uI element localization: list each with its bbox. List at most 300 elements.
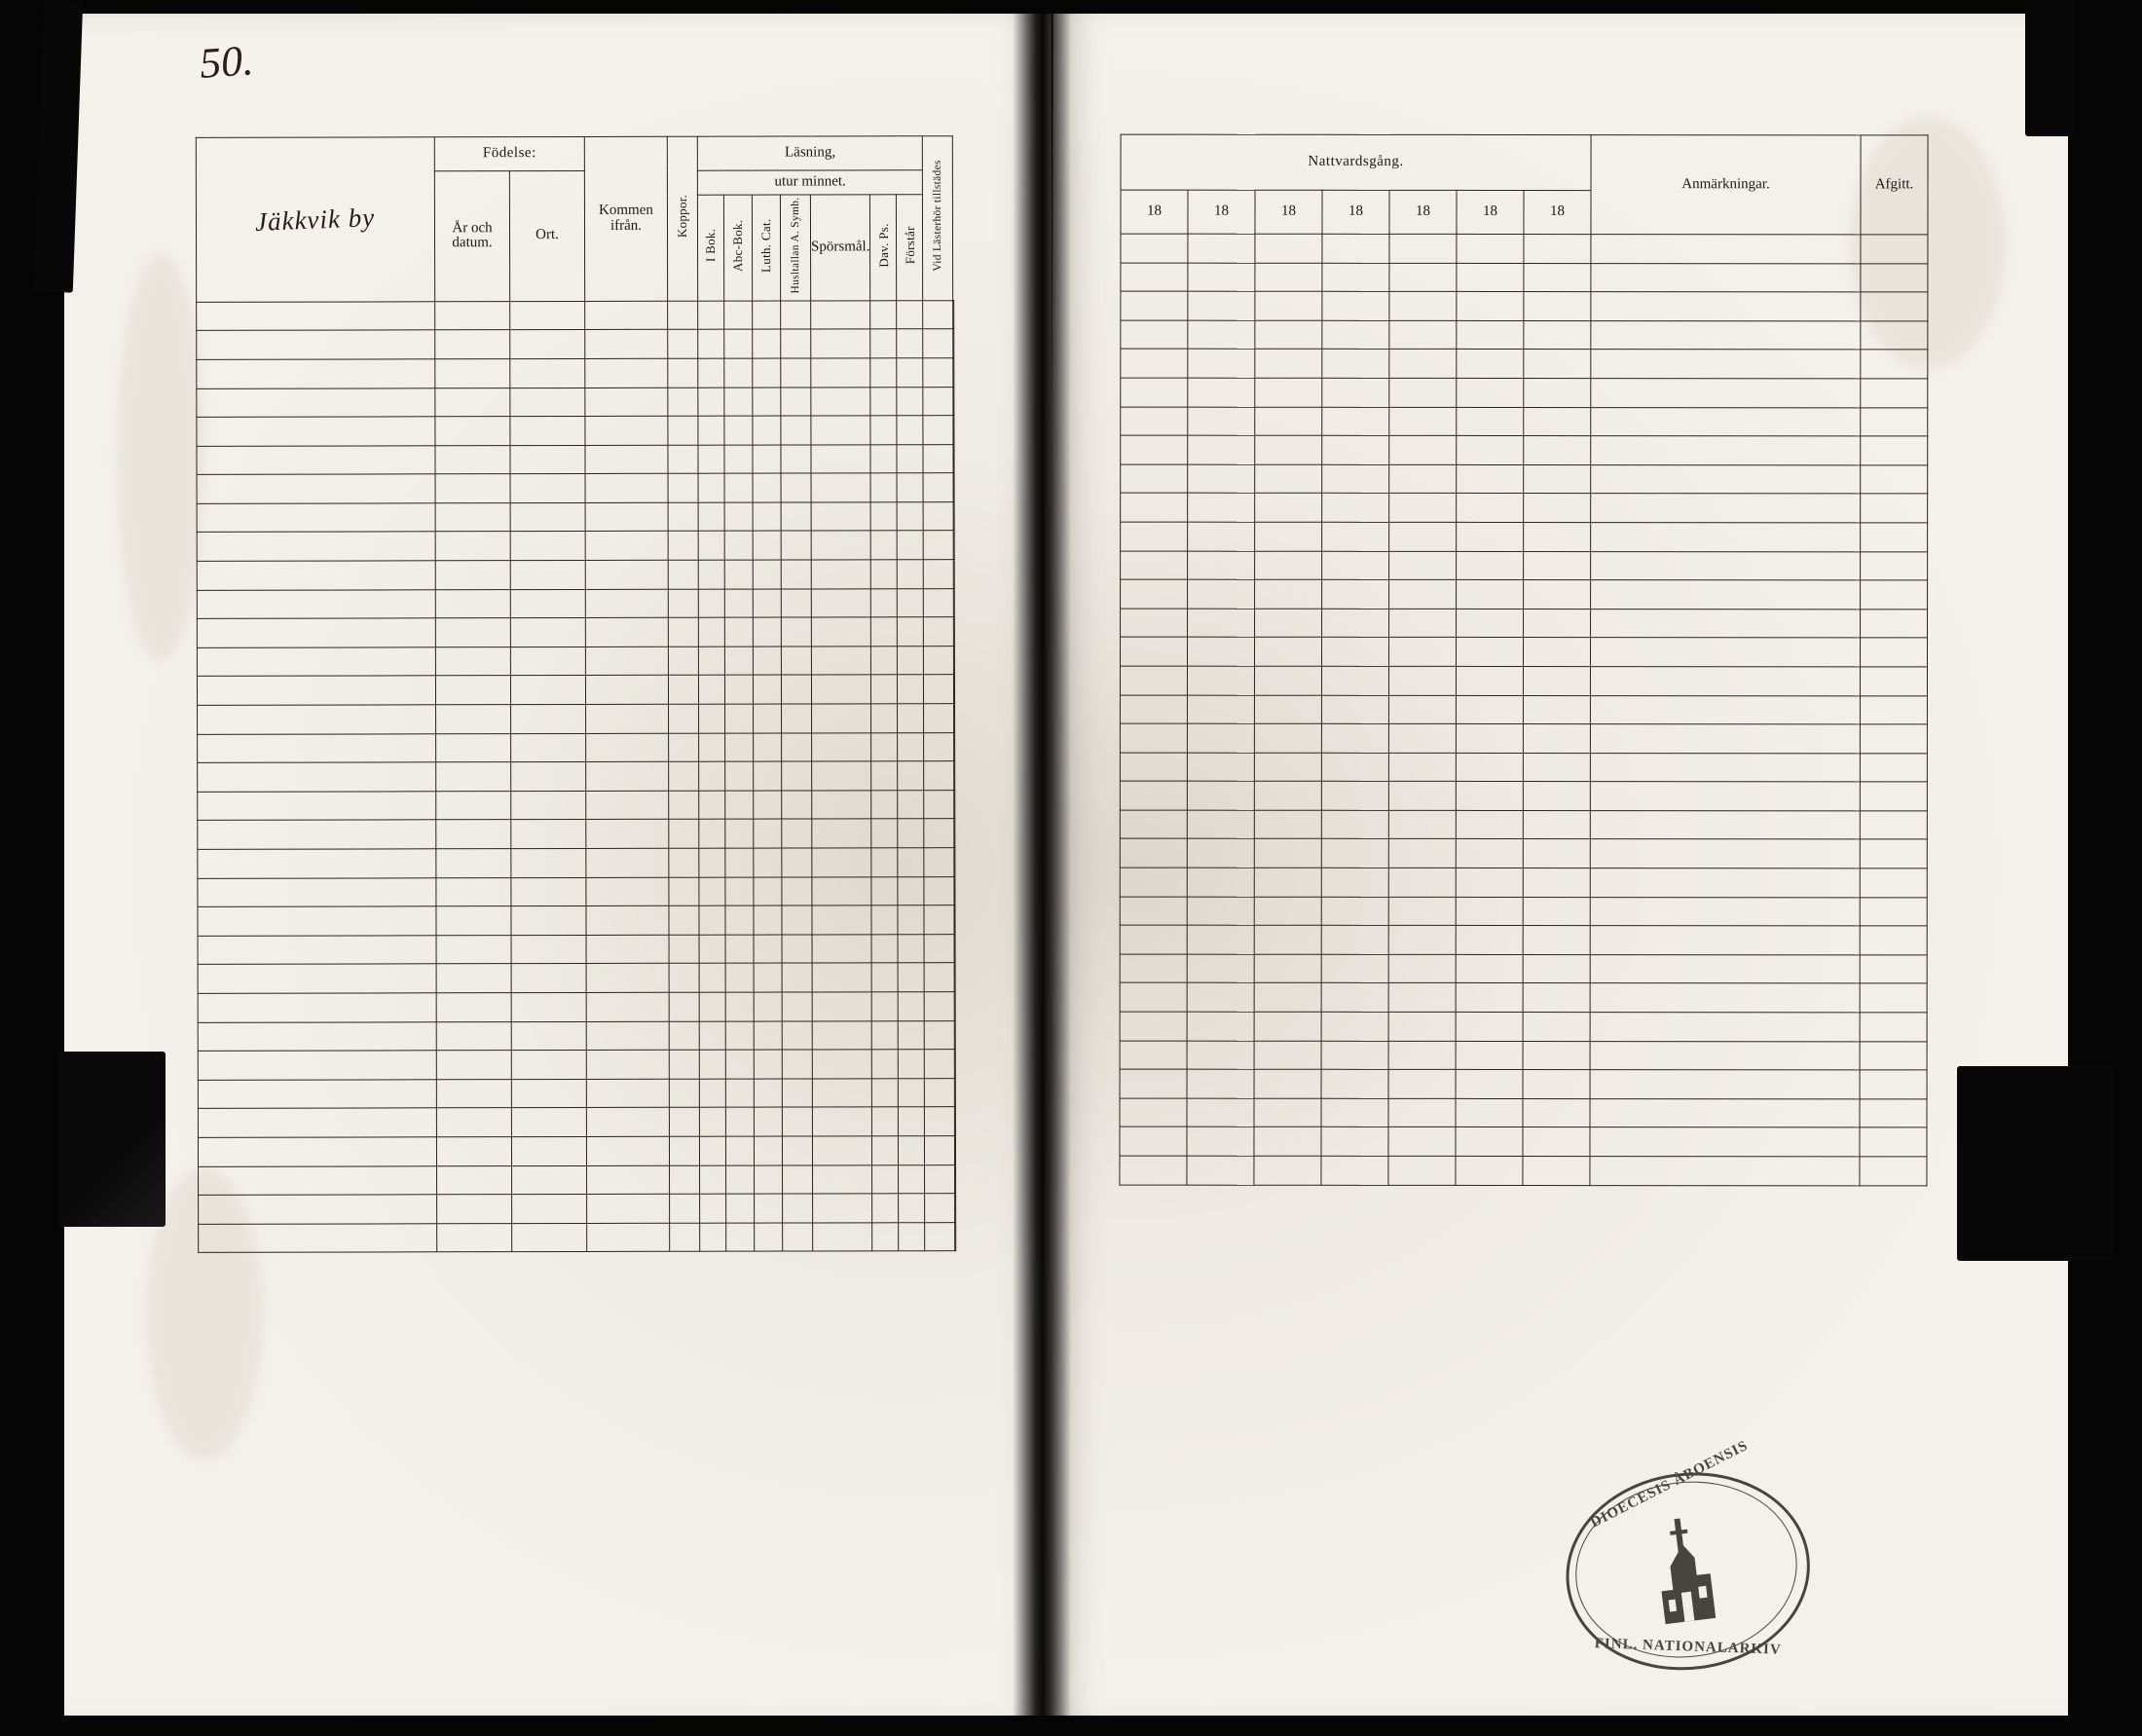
table-cell[interactable]: [198, 1108, 436, 1137]
table-cell[interactable]: [924, 531, 954, 560]
table-cell[interactable]: [1456, 810, 1523, 839]
table-cell[interactable]: [871, 646, 898, 676]
table-cell[interactable]: [1322, 291, 1389, 320]
table-cell[interactable]: [724, 301, 753, 330]
table-cell[interactable]: [1188, 234, 1255, 263]
table-cell[interactable]: [753, 358, 781, 388]
table-cell[interactable]: [923, 473, 953, 502]
table-cell[interactable]: [781, 560, 811, 589]
table-cell[interactable]: [725, 704, 754, 733]
table-cell[interactable]: [1591, 609, 1861, 638]
table-cell[interactable]: [1254, 954, 1321, 983]
table-cell[interactable]: [1254, 1041, 1321, 1070]
table-cell[interactable]: [812, 819, 871, 848]
table-cell[interactable]: [724, 532, 753, 561]
table-cell[interactable]: [754, 1107, 782, 1136]
table-cell[interactable]: [754, 992, 782, 1021]
table-cell[interactable]: [198, 762, 436, 792]
table-cell[interactable]: [1861, 494, 1928, 523]
table-cell[interactable]: [197, 589, 435, 618]
table-cell[interactable]: [783, 1194, 813, 1223]
table-cell[interactable]: [436, 964, 511, 993]
table-cell[interactable]: [753, 301, 781, 330]
table-cell[interactable]: [198, 906, 436, 936]
table-cell[interactable]: [1456, 839, 1523, 868]
table-cell[interactable]: [812, 1020, 871, 1050]
table-cell[interactable]: [725, 761, 754, 791]
table-cell[interactable]: [781, 675, 811, 704]
table-cell[interactable]: [783, 1223, 813, 1252]
table-cell[interactable]: [924, 588, 954, 617]
table-cell[interactable]: [724, 388, 753, 417]
table-cell[interactable]: [510, 532, 585, 561]
table-cell[interactable]: [1860, 811, 1927, 840]
table-cell[interactable]: [586, 762, 669, 792]
table-cell[interactable]: [898, 531, 924, 560]
table-cell[interactable]: [811, 301, 870, 330]
table-cell[interactable]: [871, 617, 898, 646]
table-cell[interactable]: [510, 646, 585, 676]
table-cell[interactable]: [812, 992, 871, 1021]
table-cell[interactable]: [585, 388, 668, 417]
table-cell[interactable]: [1590, 1157, 1860, 1186]
table-cell[interactable]: [1457, 407, 1524, 436]
table-cell[interactable]: [782, 704, 812, 733]
table-cell[interactable]: [435, 359, 510, 388]
table-cell[interactable]: [781, 416, 811, 445]
table-cell[interactable]: [1322, 579, 1389, 609]
table-cell[interactable]: [1591, 436, 1861, 465]
table-cell[interactable]: [1121, 234, 1188, 263]
table-cell[interactable]: [1456, 782, 1523, 811]
table-cell[interactable]: [1523, 782, 1590, 811]
table-cell[interactable]: [699, 992, 725, 1021]
table-cell[interactable]: [811, 646, 870, 676]
table-cell[interactable]: [436, 820, 511, 849]
table-cell[interactable]: [586, 1021, 669, 1051]
table-cell[interactable]: [699, 1050, 725, 1079]
table-cell[interactable]: [1254, 983, 1321, 1013]
table-cell[interactable]: [899, 1164, 925, 1194]
table-cell[interactable]: [669, 733, 699, 762]
table-cell[interactable]: [700, 1194, 726, 1223]
table-cell[interactable]: [924, 819, 954, 848]
table-cell[interactable]: [197, 388, 435, 417]
table-cell[interactable]: [925, 1050, 955, 1079]
table-cell[interactable]: [781, 301, 811, 330]
table-cell[interactable]: [1121, 407, 1188, 436]
table-cell[interactable]: [781, 589, 811, 618]
table-cell[interactable]: [1120, 983, 1187, 1013]
table-cell[interactable]: [698, 416, 724, 445]
table-cell[interactable]: [1120, 925, 1187, 954]
table-cell[interactable]: [699, 1079, 725, 1108]
table-cell[interactable]: [811, 502, 870, 532]
table-cell[interactable]: [1120, 695, 1187, 724]
table-cell[interactable]: [1321, 638, 1388, 667]
table-cell[interactable]: [699, 733, 725, 762]
table-cell[interactable]: [699, 791, 725, 820]
table-cell[interactable]: [954, 617, 955, 646]
table-cell[interactable]: [1120, 954, 1187, 983]
table-cell[interactable]: [511, 733, 586, 762]
table-cell[interactable]: [1523, 868, 1590, 898]
table-cell[interactable]: [812, 935, 871, 964]
table-cell[interactable]: [1322, 609, 1389, 638]
table-cell[interactable]: [754, 1079, 782, 1108]
table-cell[interactable]: [699, 820, 725, 849]
table-cell[interactable]: [782, 905, 812, 935]
table-cell[interactable]: [668, 358, 698, 388]
table-cell[interactable]: [781, 617, 811, 646]
table-cell[interactable]: [812, 733, 871, 762]
table-cell[interactable]: [1120, 753, 1187, 782]
table-cell[interactable]: [782, 1079, 812, 1108]
table-cell[interactable]: [954, 905, 955, 935]
table-cell[interactable]: [755, 1223, 783, 1252]
table-cell[interactable]: [955, 992, 956, 1021]
table-cell[interactable]: [1389, 494, 1457, 523]
table-cell[interactable]: [871, 704, 898, 733]
table-cell[interactable]: [871, 675, 898, 704]
table-cell[interactable]: [669, 820, 699, 849]
table-cell[interactable]: [781, 531, 811, 560]
table-cell[interactable]: [899, 1107, 925, 1136]
table-cell[interactable]: [511, 1079, 586, 1108]
table-cell[interactable]: [586, 1079, 669, 1108]
table-cell[interactable]: [954, 502, 955, 532]
table-cell[interactable]: [753, 388, 781, 417]
table-cell[interactable]: [1388, 1041, 1456, 1070]
table-cell[interactable]: [898, 675, 924, 704]
table-cell[interactable]: [1255, 522, 1322, 551]
table-cell[interactable]: [1523, 1070, 1590, 1099]
table-cell[interactable]: [1322, 407, 1389, 436]
table-cell[interactable]: [511, 964, 586, 993]
table-cell[interactable]: [511, 1051, 586, 1080]
table-cell[interactable]: [1388, 868, 1456, 897]
table-cell[interactable]: [812, 704, 871, 733]
table-cell[interactable]: [1322, 435, 1389, 464]
table-cell[interactable]: [1524, 522, 1591, 551]
table-cell[interactable]: [698, 358, 724, 388]
table-cell[interactable]: [1121, 291, 1188, 320]
table-cell[interactable]: [698, 676, 724, 705]
table-cell[interactable]: [1254, 695, 1321, 724]
table-cell[interactable]: [1120, 897, 1187, 926]
table-cell[interactable]: [1321, 810, 1388, 839]
table-cell[interactable]: [1322, 494, 1389, 523]
table-cell[interactable]: [669, 1108, 699, 1137]
table-cell[interactable]: [923, 358, 953, 388]
table-cell[interactable]: [1456, 926, 1523, 955]
table-cell[interactable]: [782, 819, 812, 848]
table-cell[interactable]: [1524, 263, 1591, 292]
table-cell[interactable]: [725, 877, 754, 906]
table-cell[interactable]: [669, 1079, 699, 1108]
table-cell[interactable]: [1861, 292, 1928, 321]
table-cell[interactable]: [811, 675, 870, 704]
table-cell[interactable]: [512, 1223, 587, 1252]
table-cell[interactable]: [435, 503, 510, 533]
table-cell[interactable]: [585, 416, 668, 445]
table-cell[interactable]: [872, 1079, 899, 1108]
table-cell[interactable]: [1590, 954, 1860, 983]
table-cell[interactable]: [725, 905, 754, 935]
table-cell[interactable]: [668, 560, 698, 589]
table-cell[interactable]: [1321, 983, 1388, 1013]
table-cell[interactable]: [1457, 494, 1524, 523]
table-cell[interactable]: [197, 618, 435, 647]
table-cell[interactable]: [435, 330, 510, 359]
table-cell[interactable]: [954, 646, 955, 676]
table-cell[interactable]: [1456, 695, 1523, 724]
table-cell[interactable]: [725, 1107, 754, 1136]
table-cell[interactable]: [1591, 350, 1861, 379]
table-cell[interactable]: [781, 502, 811, 532]
table-cell[interactable]: [586, 704, 669, 733]
table-cell[interactable]: [1860, 839, 1927, 868]
table-cell[interactable]: [1389, 551, 1457, 580]
table-cell[interactable]: [586, 992, 669, 1021]
table-cell[interactable]: [1389, 407, 1457, 436]
table-cell[interactable]: [198, 993, 436, 1022]
table-cell[interactable]: [1187, 897, 1254, 926]
table-cell[interactable]: [1861, 523, 1928, 552]
table-cell[interactable]: [1860, 1013, 1927, 1042]
table-cell[interactable]: [724, 560, 753, 589]
table-cell[interactable]: [871, 876, 898, 905]
table-cell[interactable]: [1188, 378, 1255, 407]
table-cell[interactable]: [1388, 1156, 1456, 1185]
table-cell[interactable]: [198, 964, 436, 993]
table-cell[interactable]: [1121, 464, 1188, 494]
table-cell[interactable]: [870, 329, 897, 358]
table-cell[interactable]: [1860, 868, 1927, 898]
table-cell[interactable]: [510, 417, 585, 446]
table-cell[interactable]: [870, 387, 897, 416]
table-cell[interactable]: [1255, 551, 1322, 580]
table-cell[interactable]: [1457, 522, 1524, 551]
table-cell[interactable]: [1322, 522, 1389, 551]
table-cell[interactable]: [1860, 782, 1927, 811]
table-cell[interactable]: [955, 1107, 956, 1136]
table-cell[interactable]: [925, 963, 955, 992]
table-cell[interactable]: [1120, 1012, 1187, 1041]
table-cell[interactable]: [1524, 464, 1591, 494]
table-cell[interactable]: [199, 1165, 437, 1195]
table-cell[interactable]: [1524, 407, 1591, 436]
table-cell[interactable]: [1456, 666, 1523, 695]
table-cell[interactable]: [1860, 1070, 1927, 1099]
table-cell[interactable]: [813, 1194, 872, 1223]
table-cell[interactable]: [1523, 666, 1590, 695]
table-cell[interactable]: [898, 935, 924, 964]
table-cell[interactable]: [1591, 523, 1861, 552]
table-cell[interactable]: [1321, 782, 1388, 811]
table-cell[interactable]: [668, 474, 698, 503]
table-cell[interactable]: [1861, 350, 1928, 379]
table-cell[interactable]: [1120, 1127, 1187, 1156]
table-cell[interactable]: [1860, 1157, 1927, 1186]
table-cell[interactable]: [1121, 435, 1188, 464]
table-cell[interactable]: [1524, 580, 1591, 609]
table-cell[interactable]: [725, 820, 754, 849]
table-cell[interactable]: [724, 589, 753, 618]
table-cell[interactable]: [953, 473, 954, 502]
table-cell[interactable]: [669, 992, 699, 1021]
table-cell[interactable]: [585, 301, 668, 330]
table-cell[interactable]: [199, 1195, 437, 1224]
table-cell[interactable]: [1524, 320, 1591, 350]
table-cell[interactable]: [668, 676, 698, 705]
table-cell[interactable]: [812, 1050, 871, 1079]
table-cell[interactable]: [585, 532, 668, 561]
table-cell[interactable]: [1322, 234, 1389, 263]
table-cell[interactable]: [923, 444, 953, 473]
table-cell[interactable]: [924, 675, 954, 704]
table-cell[interactable]: [725, 1050, 754, 1079]
table-cell[interactable]: [436, 1051, 511, 1080]
table-cell[interactable]: [871, 502, 898, 532]
table-cell[interactable]: [725, 791, 754, 820]
table-cell[interactable]: [955, 1194, 956, 1223]
table-cell[interactable]: [197, 417, 435, 446]
table-cell[interactable]: [435, 417, 510, 446]
table-cell[interactable]: [585, 330, 668, 359]
table-cell[interactable]: [897, 444, 923, 473]
table-cell[interactable]: [781, 329, 811, 358]
table-cell[interactable]: [1322, 378, 1389, 407]
table-cell[interactable]: [698, 445, 724, 474]
table-cell[interactable]: [725, 1136, 754, 1165]
table-cell[interactable]: [925, 992, 955, 1021]
table-cell[interactable]: [811, 445, 870, 474]
table-cell[interactable]: [587, 1165, 670, 1195]
table-cell[interactable]: [511, 1021, 586, 1051]
table-cell[interactable]: [668, 618, 698, 647]
table-cell[interactable]: [436, 906, 511, 936]
table-cell[interactable]: [899, 1050, 925, 1079]
table-cell[interactable]: [754, 1136, 782, 1165]
table-cell[interactable]: [699, 704, 725, 733]
table-cell[interactable]: [435, 647, 510, 677]
table-cell[interactable]: [1322, 350, 1389, 379]
table-cell[interactable]: [955, 1136, 956, 1165]
table-cell[interactable]: [871, 531, 898, 560]
table-cell[interactable]: [954, 531, 955, 560]
table-cell[interactable]: [1187, 983, 1254, 1013]
table-cell[interactable]: [1388, 782, 1456, 811]
table-cell[interactable]: [436, 877, 511, 906]
table-cell[interactable]: [812, 761, 871, 791]
table-cell[interactable]: [510, 388, 585, 417]
table-cell[interactable]: [1321, 695, 1388, 724]
table-cell[interactable]: [1456, 753, 1523, 782]
table-cell[interactable]: [198, 1051, 436, 1080]
table-cell[interactable]: [724, 416, 753, 445]
table-cell[interactable]: [782, 963, 812, 992]
table-cell[interactable]: [668, 301, 698, 330]
table-cell[interactable]: [1321, 926, 1388, 955]
table-cell[interactable]: [872, 1136, 899, 1165]
table-cell[interactable]: [924, 704, 954, 733]
table-cell[interactable]: [1523, 1156, 1590, 1185]
table-cell[interactable]: [1524, 378, 1591, 407]
table-cell[interactable]: [726, 1223, 755, 1252]
table-cell[interactable]: [197, 359, 435, 388]
table-cell[interactable]: [872, 1164, 899, 1194]
table-cell[interactable]: [1321, 1012, 1388, 1041]
table-cell[interactable]: [1254, 839, 1321, 868]
table-cell[interactable]: [198, 820, 436, 849]
table-cell[interactable]: [954, 675, 955, 704]
table-cell[interactable]: [198, 792, 436, 821]
table-cell[interactable]: [899, 992, 925, 1021]
table-cell[interactable]: [1523, 695, 1590, 724]
table-cell[interactable]: [585, 502, 668, 532]
table-cell[interactable]: [954, 791, 955, 820]
table-cell[interactable]: [870, 445, 897, 474]
table-cell[interactable]: [724, 445, 753, 474]
table-cell[interactable]: [1254, 1156, 1321, 1185]
table-cell[interactable]: [812, 848, 871, 877]
table-cell[interactable]: [669, 877, 699, 906]
table-cell[interactable]: [1188, 407, 1255, 436]
table-cell[interactable]: [586, 877, 669, 906]
table-cell[interactable]: [925, 1164, 955, 1194]
table-cell[interactable]: [782, 1050, 812, 1079]
table-cell[interactable]: [1861, 465, 1928, 495]
table-cell[interactable]: [811, 531, 870, 560]
table-cell[interactable]: [698, 473, 724, 502]
table-cell[interactable]: [585, 618, 668, 647]
table-cell[interactable]: [871, 560, 898, 589]
table-cell[interactable]: [1456, 983, 1523, 1013]
table-cell[interactable]: [510, 445, 585, 474]
table-cell[interactable]: [898, 588, 924, 617]
table-cell[interactable]: [1254, 1127, 1321, 1157]
table-cell[interactable]: [782, 935, 812, 964]
table-cell[interactable]: [724, 473, 753, 502]
table-cell[interactable]: [698, 532, 724, 561]
table-cell[interactable]: [436, 1137, 511, 1166]
table-cell[interactable]: [955, 1050, 956, 1079]
table-cell[interactable]: [899, 963, 925, 992]
table-cell[interactable]: [898, 646, 924, 676]
table-cell[interactable]: [699, 1136, 725, 1165]
table-cell[interactable]: [511, 935, 586, 964]
table-cell[interactable]: [1524, 436, 1591, 465]
table-cell[interactable]: [753, 445, 781, 474]
table-cell[interactable]: [1524, 292, 1591, 321]
table-cell[interactable]: [954, 876, 955, 905]
table-cell[interactable]: [1388, 1127, 1456, 1157]
table-cell[interactable]: [724, 502, 753, 532]
table-cell[interactable]: [782, 733, 812, 762]
table-cell[interactable]: [1254, 868, 1321, 897]
table-cell[interactable]: [199, 1224, 437, 1253]
table-cell[interactable]: [898, 848, 924, 877]
table-cell[interactable]: [1187, 1012, 1254, 1041]
table-cell[interactable]: [512, 1165, 587, 1195]
table-cell[interactable]: [1187, 723, 1254, 753]
table-cell[interactable]: [782, 1107, 812, 1136]
table-cell[interactable]: [781, 473, 811, 502]
table-cell[interactable]: [1322, 263, 1389, 292]
table-cell[interactable]: [1590, 1070, 1860, 1099]
table-cell[interactable]: [699, 964, 725, 993]
